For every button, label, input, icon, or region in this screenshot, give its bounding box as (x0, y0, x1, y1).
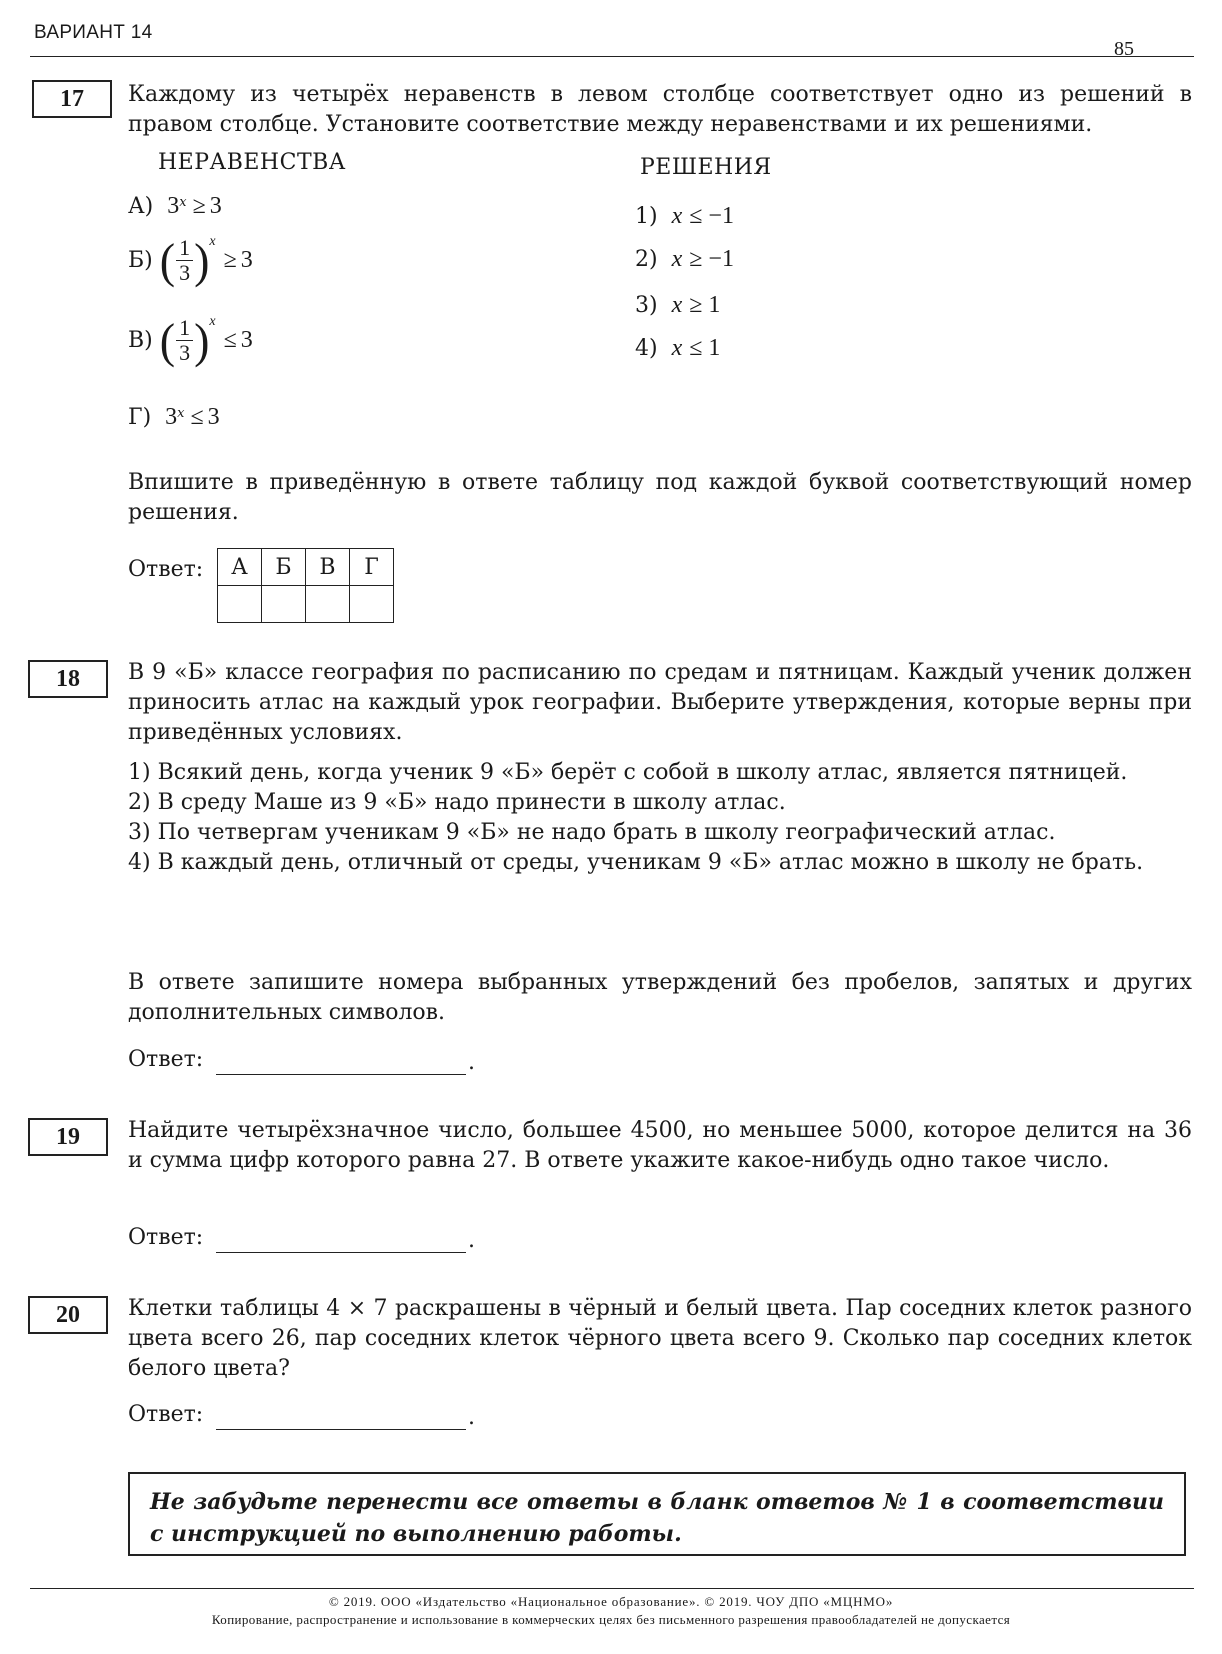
inequality-exponent: x (177, 406, 185, 421)
answer-header-g: Г (350, 549, 394, 586)
answer-cell-v[interactable] (306, 586, 350, 623)
inequality-exponent: x (209, 314, 216, 329)
inequality-g (128, 404, 220, 431)
fraction-power: ( $\frac{1}{3}$ ) x (159, 313, 216, 367)
variant-title: ВАРИАНТ 14 (34, 22, 153, 43)
inequality-a (128, 193, 222, 220)
fraction-denominator: 3 (179, 340, 191, 365)
answer-cell-g[interactable] (350, 586, 394, 623)
inequality-exponent: x (209, 234, 216, 249)
inequalities-title: НЕРАВЕНСТВА (158, 150, 346, 175)
task-18-intro: В 9 «Б» классе география по расписанию по средам и пятницам. Каждый ученик должен приносить атлас на каждый урок географии. Выберите утверждения, которые верны при приведённых условиях. (128, 660, 1192, 745)
task-20-answer-label: Ответ: (128, 1402, 204, 1427)
solution-label: 3) (635, 293, 658, 318)
task-17-instruction: Впишите в приведённую в ответе таблицу под каждой буквой соответствующий номер решения. (128, 470, 1192, 525)
solution-label: 2) (635, 247, 658, 272)
solution-label: 4) (635, 336, 658, 361)
solution-expression: ≥ −1 (689, 246, 734, 272)
inequality-relation: ≤ (223, 327, 237, 353)
solution-label: 1) (635, 204, 658, 229)
solution-2 (635, 246, 734, 273)
answer-period: . (468, 1050, 475, 1075)
task-19-text: Найдите четырёхзначное число, большее 4500, но меньшее 5000, которое делится на 36 и сумма цифр которого равна 27. В ответе укажите какое-нибудь одно такое число. (128, 1118, 1192, 1173)
statement-item: 1) Всякий день, когда ученик 9 «Б» берёт с собой в школу атлас, является пятницей. (128, 760, 1128, 785)
solution-variable: x (671, 292, 683, 318)
task-19-number: 19 (28, 1118, 108, 1156)
inequality-base: 3 (165, 404, 178, 430)
task-18-statements (128, 758, 1192, 878)
inequality-rhs: 3 (207, 404, 220, 430)
inequality-rhs: 3 (209, 193, 222, 219)
solution-expression: ≤ −1 (689, 203, 734, 229)
answer-header-b: Б (262, 549, 306, 586)
task-17-intro: Каждому из четырёх неравенств в левом столбце соответствует одно из решений в правом столбце. Установите соответствие между неравенствами и их решениями. (128, 82, 1192, 137)
answer-period: . (468, 1228, 475, 1253)
answer-cell-b[interactable] (262, 586, 306, 623)
fraction-denominator: 3 (179, 260, 191, 285)
inequality-label: Б) (128, 248, 153, 273)
solutions-title: РЕШЕНИЯ (640, 155, 772, 180)
task-18-answer-line[interactable] (216, 1074, 466, 1075)
solution-4 (635, 335, 720, 362)
task-17-answer-table (217, 548, 394, 623)
header-divider (30, 56, 1194, 57)
statement-item: 4) В каждый день, отличный от среды, ученикам 9 «Б» атлас можно в школу не брать. (128, 850, 1144, 875)
task-19-answer-line[interactable] (216, 1252, 466, 1253)
footer-notice: Копирование, распространение и использование в коммерческих целях без письменного разрешения правообладателей не допускается (211, 1612, 1011, 1627)
inequality-base: 3 (167, 193, 180, 219)
fraction-numerator: 1 (176, 236, 193, 261)
statement-item: 3) По четвергам ученикам 9 «Б» не надо брать в школу географический атлас. (128, 820, 1056, 845)
solution-variable: x (671, 335, 683, 361)
inequality-label: А) (128, 194, 154, 219)
task-18-number: 18 (28, 660, 108, 698)
solution-3 (635, 292, 720, 319)
page-number: 85 (1114, 38, 1134, 60)
solution-expression: ≥ 1 (689, 292, 721, 318)
task-18-answer-label: Ответ: (128, 1047, 204, 1072)
task-20-number: 20 (28, 1296, 108, 1334)
reminder-box: Не забудьте перенести все ответы в бланк ответов № 1 в соответствии с инструкцией по выполнению работы. (128, 1472, 1186, 1556)
task-17-number: 17 (32, 80, 112, 118)
inequality-b (128, 233, 253, 287)
task-20-text: Клетки таблицы 4 × 7 раскрашены в чёрный и белый цвета. Пар соседних клеток разного цвета всего 26, пар соседних клеток чёрного цвета всего 9. Сколько пар соседних клеток белого цвета? (128, 1296, 1192, 1381)
solution-variable: x (671, 246, 683, 272)
footer-copyright: © 2019. ООО «Издательство «Национальное образование». © 2019. ЧОУ ДПО «МЦНМО» (328, 1594, 894, 1609)
task-19-answer-label: Ответ: (128, 1225, 204, 1250)
answer-cell-a[interactable] (218, 586, 262, 623)
inequality-rhs: 3 (240, 327, 253, 353)
inequality-label: Г) (128, 405, 152, 430)
inequality-relation: ≥ (192, 193, 206, 219)
statement-item: 2) В среду Маше из 9 «Б» надо принести в школу атлас. (128, 790, 786, 815)
inequality-rhs: 3 (240, 247, 253, 273)
task-20-answer-line[interactable] (216, 1429, 466, 1430)
answer-header-v: В (306, 549, 350, 586)
inequality-relation: ≤ (190, 404, 204, 430)
footer-divider (30, 1588, 1194, 1589)
task-18-instruction: В ответе запишите номера выбранных утверждений без пробелов, запятых и других дополнительных символов. (128, 970, 1192, 1025)
inequality-v (128, 313, 253, 367)
inequality-exponent: x (179, 195, 187, 210)
inequality-label: В) (128, 328, 153, 353)
task-17-answer-label: Ответ: (128, 557, 204, 582)
solution-variable: x (671, 203, 683, 229)
answer-period: . (468, 1405, 475, 1430)
inequality-relation: ≥ (223, 247, 237, 273)
solution-expression: ≤ 1 (689, 335, 721, 361)
fraction-numerator: 1 (176, 316, 193, 341)
fraction-power: ( $\frac{1}{3}$ ) x (159, 233, 216, 287)
solution-1 (635, 203, 734, 230)
answer-header-a: А (218, 549, 262, 586)
